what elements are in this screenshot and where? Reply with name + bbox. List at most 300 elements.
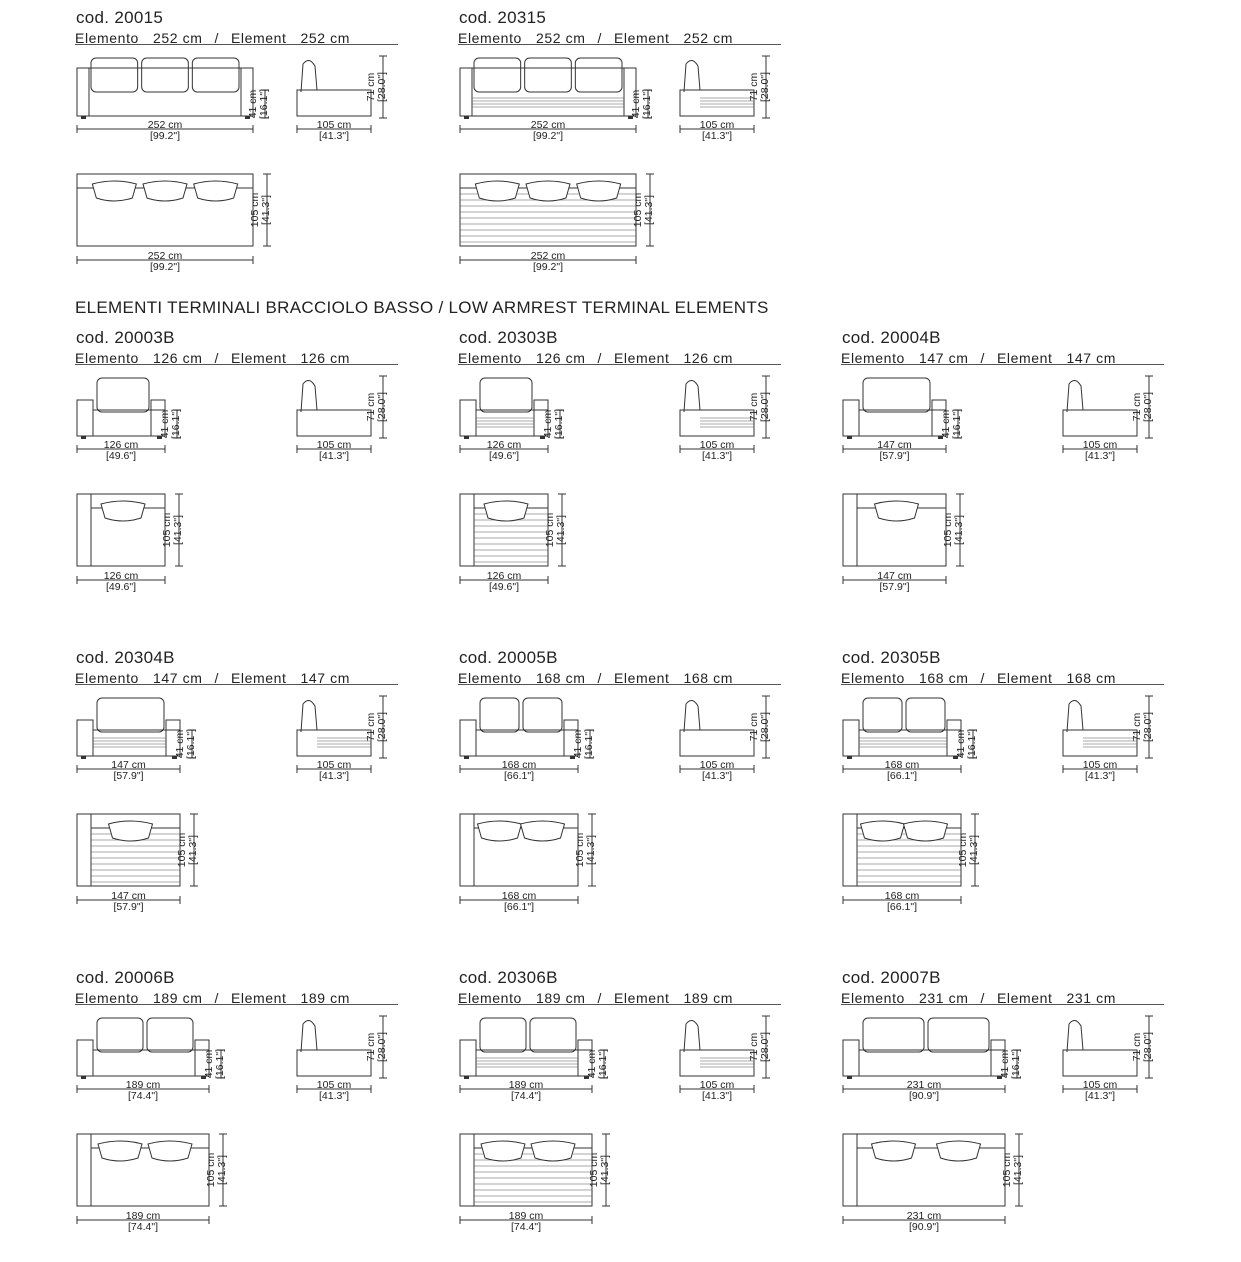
seat-base: [93, 410, 165, 436]
width-in-label: [41.3"]: [319, 1090, 349, 1102]
dim-in-label: [41.3"]: [643, 195, 655, 225]
elemento-label: Elemento: [75, 30, 139, 46]
sep: /: [597, 350, 602, 366]
dim-in-label: [41.3"]: [172, 515, 184, 545]
width-cm-label: 105 cm: [316, 759, 352, 771]
armrest: [460, 1040, 476, 1076]
dim-cm-label: 105 cm: [544, 512, 556, 548]
seat-base: [476, 410, 548, 436]
dim-cm-label: 105 cm: [161, 512, 173, 548]
armrest: [77, 720, 93, 756]
plan-cushion: [531, 1141, 575, 1161]
elemento-label: Elemento: [75, 670, 139, 686]
side-view-seat: [680, 410, 754, 436]
width-in-label: [99.2"]: [533, 261, 563, 273]
element-label: Element: [230, 990, 287, 1006]
side-view-back: [301, 700, 317, 732]
element-size-line: [75, 350, 350, 366]
plan-cushion: [481, 1141, 525, 1161]
elemento-label: Elemento: [841, 990, 905, 1006]
width-cm-label: 168 cm: [501, 890, 537, 902]
width-cm-label: 105 cm: [316, 439, 352, 451]
width-in-label: [99.2"]: [150, 261, 180, 273]
width-in-label: [41.3"]: [319, 770, 349, 782]
plan-view: [77, 174, 272, 273]
width-in-label: [74.4"]: [511, 1221, 541, 1233]
back-cushion: [480, 698, 519, 732]
seat-base: [93, 730, 180, 756]
dim-cm-label: 105 cm: [588, 1152, 600, 1188]
width-cm-label: 231 cm: [906, 1210, 942, 1222]
size-value-en: 189 cm: [300, 990, 351, 1006]
side-panel: [77, 68, 89, 116]
product-code: cod. 20015: [76, 8, 164, 27]
plan-view: [77, 494, 184, 593]
side-view-seat: [680, 1050, 754, 1076]
armrest: [843, 720, 859, 756]
foot: [847, 436, 852, 439]
size-value-en: 126 cm: [683, 350, 734, 366]
back-cushion: [928, 1018, 989, 1052]
width-in-label: [66.1"]: [887, 770, 917, 782]
product-cod20306b: [458, 962, 788, 1262]
element-size-line: [841, 990, 1116, 1006]
width-in-label: [41.3"]: [702, 130, 732, 142]
plan-cushion: [521, 821, 565, 841]
width-cm-label: 105 cm: [699, 439, 735, 451]
width-cm-label: 126 cm: [103, 439, 139, 451]
width-cm-label: 147 cm: [111, 890, 146, 902]
width-cm-label: 231 cm: [906, 1079, 942, 1091]
foot: [464, 756, 469, 759]
dim-cm-label: 71 cm: [1131, 392, 1143, 422]
width-cm-label: 105 cm: [316, 1079, 352, 1091]
seat-base: [859, 730, 961, 756]
side-view-seat: [680, 90, 754, 116]
width-in-label: [41.3"]: [1085, 450, 1115, 462]
dim-cm-label: 71 cm: [748, 1032, 760, 1062]
size-value-it: 168 cm: [535, 670, 586, 686]
elemento-label: Elemento: [458, 30, 522, 46]
width-in-label: [74.4"]: [511, 1090, 541, 1102]
back-cushion: [91, 58, 138, 92]
armrest: [77, 400, 93, 436]
plan-view: [460, 494, 567, 593]
elemento-label: Elemento: [458, 670, 522, 686]
width-cm-label: 189 cm: [125, 1079, 161, 1091]
dim-cm-label: 41 cm: [572, 729, 584, 759]
dim-cm-label: 105 cm: [632, 192, 644, 228]
sep: /: [597, 670, 602, 686]
element-label: Element: [613, 30, 670, 46]
product-cod20003b: [75, 322, 405, 622]
back-cushion: [474, 58, 521, 92]
elemento-label: Elemento: [458, 990, 522, 1006]
size-value-it: 168 cm: [918, 670, 969, 686]
plan-cushion: [98, 1141, 142, 1161]
dim-in-label: [41.3"]: [260, 195, 272, 225]
width-in-label: [49.6"]: [489, 581, 519, 593]
back-cushion: [97, 378, 149, 412]
back-cushion: [142, 58, 189, 92]
dim-cm-label: 71 cm: [1131, 712, 1143, 742]
width-cm-label: 189 cm: [125, 1210, 161, 1222]
seat-base: [476, 1050, 592, 1076]
product-drawing: [75, 690, 435, 940]
elemento-label: Elemento: [75, 990, 139, 1006]
dim-cm-label: 41 cm: [586, 1049, 598, 1079]
foot: [81, 1076, 86, 1079]
product-cod20004b: [841, 322, 1171, 622]
seat-base: [476, 730, 578, 756]
plan-cushion: [904, 821, 948, 841]
width-in-label: [57.9"]: [113, 770, 144, 782]
sep: /: [980, 670, 985, 686]
element-label: Element: [230, 30, 287, 46]
armrest: [460, 400, 476, 436]
dim-cm-label: 41 cm: [999, 1049, 1011, 1079]
size-value-en: 189 cm: [683, 990, 734, 1006]
dim-in-label: [16.1"]: [597, 1049, 609, 1079]
size-value-en: 147 cm: [300, 670, 351, 686]
dim-in-label: [41.3"]: [1012, 1155, 1024, 1185]
width-cm-label: 252 cm: [530, 250, 566, 262]
product-drawing: [458, 1010, 818, 1260]
width-in-label: [66.1"]: [504, 770, 534, 782]
foot: [464, 116, 469, 119]
width-cm-label: 252 cm: [147, 250, 183, 262]
front-view: [460, 376, 771, 462]
width-cm-label: 126 cm: [486, 439, 522, 451]
side-view-back: [684, 380, 700, 412]
plan-view: [460, 174, 655, 273]
plan-cushion: [109, 821, 153, 841]
front-view: [843, 696, 1154, 782]
width-in-label: [41.3"]: [702, 1090, 732, 1102]
plan-view: [77, 1134, 228, 1233]
dim-in-label: [16.1"]: [951, 409, 963, 439]
size-value-it: 147 cm: [152, 670, 203, 686]
width-cm-label: 147 cm: [111, 759, 146, 771]
plan-cushion: [861, 821, 905, 841]
dim-cm-label: 71 cm: [365, 392, 377, 422]
side-view-seat: [297, 410, 371, 436]
width-cm-label: 168 cm: [501, 759, 537, 771]
width-in-label: [57.9"]: [879, 450, 910, 462]
product-code: cod. 20306B: [459, 968, 558, 987]
front-view: [77, 56, 388, 142]
side-view-back: [301, 1020, 317, 1052]
back-cushion: [906, 698, 945, 732]
side-view-back: [301, 60, 317, 92]
back-cushion: [192, 58, 239, 92]
width-in-label: [41.3"]: [319, 450, 349, 462]
dim-in-label: [41.3"]: [599, 1155, 611, 1185]
dim-cm-label: 41 cm: [203, 1049, 215, 1079]
product-code: cod. 20303B: [459, 328, 558, 347]
dim-in-label: [28.0"]: [1142, 392, 1154, 422]
element-size-line: [458, 670, 733, 686]
sep: /: [597, 990, 602, 1006]
dim-in-label: [16.1"]: [553, 409, 565, 439]
size-value-it: 189 cm: [535, 990, 586, 1006]
dim-cm-label: 105 cm: [942, 512, 954, 548]
front-view: [843, 376, 1154, 462]
element-label: Element: [613, 350, 670, 366]
width-cm-label: 168 cm: [884, 890, 920, 902]
element-size-line: [841, 670, 1116, 686]
dim-in-label: [16.1"]: [1010, 1049, 1022, 1079]
side-view-back: [684, 60, 700, 92]
front-view: [77, 696, 388, 782]
front-view: [77, 376, 388, 462]
width-in-label: [49.6"]: [106, 450, 136, 462]
side-view-back: [1067, 700, 1083, 732]
product-code: cod. 20006B: [76, 968, 175, 987]
size-value-en: 168 cm: [1066, 670, 1117, 686]
foot: [81, 116, 86, 119]
product-cod20006b: [75, 962, 405, 1262]
dim-cm-label: 41 cm: [955, 729, 967, 759]
dim-in-label: [16.1"]: [258, 89, 270, 119]
product-drawing: [841, 1010, 1201, 1260]
product-cod20315: [458, 2, 788, 302]
dim-cm-label: 105 cm: [205, 1152, 217, 1188]
width-in-label: [74.4"]: [128, 1221, 158, 1233]
front-view: [460, 696, 771, 782]
width-in-label: [41.3"]: [1085, 1090, 1115, 1102]
element-size-line: [458, 350, 733, 366]
back-cushion: [97, 1018, 143, 1052]
foot: [847, 1076, 852, 1079]
sep: /: [214, 670, 219, 686]
width-cm-label: 105 cm: [316, 119, 352, 131]
dim-cm-label: 41 cm: [542, 409, 554, 439]
width-in-label: [57.9"]: [879, 581, 910, 593]
dim-in-label: [28.0"]: [376, 392, 388, 422]
size-value-it: 252 cm: [152, 30, 203, 46]
width-in-label: [41.3"]: [702, 450, 732, 462]
product-cod20305b: [841, 642, 1171, 942]
back-cushion: [863, 378, 930, 412]
back-cushion: [863, 1018, 924, 1052]
back-cushion: [863, 698, 902, 732]
width-cm-label: 126 cm: [486, 570, 522, 582]
size-value-en: 126 cm: [300, 350, 351, 366]
product-drawing: [75, 370, 435, 620]
front-view: [77, 1016, 388, 1102]
width-cm-label: 105 cm: [1082, 759, 1118, 771]
plan-cushion: [577, 181, 621, 201]
product-drawing: [75, 50, 435, 300]
element-size-line: [841, 350, 1116, 366]
width-in-label: [57.9"]: [113, 901, 144, 913]
element-label: Element: [996, 350, 1053, 366]
width-in-label: [41.3"]: [319, 130, 349, 142]
sep: /: [214, 990, 219, 1006]
width-cm-label: 168 cm: [884, 759, 920, 771]
width-in-label: [99.2"]: [150, 130, 180, 142]
dim-cm-label: 105 cm: [957, 832, 969, 868]
dim-cm-label: 41 cm: [940, 409, 952, 439]
dim-in-label: [41.3"]: [187, 835, 199, 865]
width-in-label: [41.3"]: [1085, 770, 1115, 782]
section-title: ELEMENTI TERMINALI BRACCIOLO BASSO / LOW ARMREST TERMINAL ELEMENTS: [75, 298, 769, 317]
side-view-back: [1067, 380, 1083, 412]
back-cushion: [480, 378, 532, 412]
product-cod20303b: [458, 322, 788, 622]
elemento-label: Elemento: [458, 350, 522, 366]
plan-cushion: [148, 1141, 192, 1161]
plan-cushion: [475, 181, 519, 201]
product-code: cod. 20005B: [459, 648, 558, 667]
dim-in-label: [28.0"]: [759, 392, 771, 422]
plan-cushion: [101, 501, 145, 521]
dim-in-label: [28.0"]: [1142, 1032, 1154, 1062]
width-in-label: [66.1"]: [504, 901, 534, 913]
element-label: Element: [996, 990, 1053, 1006]
plan-cushion: [526, 181, 570, 201]
side-view-seat: [297, 730, 371, 756]
product-cod20304b: [75, 642, 405, 942]
side-view-back: [301, 380, 317, 412]
dim-in-label: [41.3"]: [216, 1155, 228, 1185]
dim-cm-label: 41 cm: [247, 89, 259, 119]
front-view: [460, 56, 771, 142]
width-in-label: [49.6"]: [106, 581, 136, 593]
size-value-en: 252 cm: [683, 30, 734, 46]
width-in-label: [90.9"]: [909, 1221, 939, 1233]
foot: [847, 756, 852, 759]
dim-in-label: [16.1"]: [214, 1049, 226, 1079]
dim-in-label: [16.1"]: [966, 729, 978, 759]
sep: /: [214, 350, 219, 366]
back-cushion: [480, 1018, 526, 1052]
dim-in-label: [28.0"]: [759, 1032, 771, 1062]
element-label: Element: [996, 670, 1053, 686]
sep: /: [597, 30, 602, 46]
product-drawing: [458, 50, 818, 300]
foot: [81, 436, 86, 439]
size-value-it: 231 cm: [918, 990, 969, 1006]
side-view-seat: [1063, 410, 1137, 436]
back-cushion: [523, 698, 562, 732]
dim-in-label: [16.1"]: [185, 729, 197, 759]
width-in-label: [49.6"]: [489, 450, 519, 462]
side-view-seat: [680, 730, 754, 756]
element-label: Element: [230, 670, 287, 686]
plan-view: [843, 814, 980, 913]
width-cm-label: 189 cm: [508, 1210, 544, 1222]
plan-view: [460, 814, 597, 913]
dim-cm-label: 71 cm: [748, 712, 760, 742]
plan-cushion: [478, 821, 522, 841]
size-value-it: 126 cm: [535, 350, 586, 366]
dim-in-label: [28.0"]: [376, 72, 388, 102]
product-drawing: [841, 370, 1201, 620]
width-cm-label: 189 cm: [508, 1079, 544, 1091]
size-value-it: 126 cm: [152, 350, 203, 366]
dim-cm-label: 105 cm: [574, 832, 586, 868]
front-view: [460, 1016, 771, 1102]
dim-cm-label: 71 cm: [1131, 1032, 1143, 1062]
armrest: [460, 720, 476, 756]
product-drawing: [458, 690, 818, 940]
width-in-label: [90.9"]: [909, 1090, 939, 1102]
side-view-back: [684, 700, 700, 732]
dim-in-label: [41.3"]: [953, 515, 965, 545]
sep: /: [214, 30, 219, 46]
plan-cushion: [143, 181, 187, 201]
element-size-line: [458, 990, 733, 1006]
dim-in-label: [16.1"]: [583, 729, 595, 759]
dim-cm-label: 41 cm: [174, 729, 186, 759]
dim-cm-label: 71 cm: [365, 1032, 377, 1062]
element-label: Element: [230, 350, 287, 366]
seat-base: [859, 410, 946, 436]
dim-in-label: [28.0"]: [759, 712, 771, 742]
plan-cushion: [875, 501, 919, 521]
width-in-label: [99.2"]: [533, 130, 563, 142]
product-code: cod. 20304B: [76, 648, 175, 667]
back-cushion: [147, 1018, 193, 1052]
side-view-seat: [297, 90, 371, 116]
side-view-back: [1067, 1020, 1083, 1052]
size-value-en: 168 cm: [683, 670, 734, 686]
side-view-back: [684, 1020, 700, 1052]
size-value-en: 231 cm: [1066, 990, 1117, 1006]
dim-in-label: [28.0"]: [376, 1032, 388, 1062]
back-cushion: [575, 58, 622, 92]
foot: [464, 1076, 469, 1079]
plan-view: [843, 494, 965, 593]
plan-cushion: [92, 181, 136, 201]
size-value-en: 147 cm: [1066, 350, 1117, 366]
product-cod20005b: [458, 642, 788, 942]
width-cm-label: 252 cm: [530, 119, 566, 131]
size-value-en: 252 cm: [300, 30, 351, 46]
width-cm-label: 105 cm: [1082, 1079, 1118, 1091]
back-cushion: [97, 698, 164, 732]
sep: /: [980, 990, 985, 1006]
width-cm-label: 126 cm: [103, 570, 139, 582]
product-drawing: [75, 1010, 435, 1260]
elemento-label: Elemento: [841, 350, 905, 366]
dim-cm-label: 41 cm: [630, 89, 642, 119]
back-cushion: [530, 1018, 576, 1052]
product-code: cod. 20315: [459, 8, 547, 27]
dim-cm-label: 71 cm: [748, 392, 760, 422]
back-cushion: [525, 58, 572, 92]
dim-in-label: [41.3"]: [968, 835, 980, 865]
dim-in-label: [28.0"]: [376, 712, 388, 742]
dim-in-label: [28.0"]: [1142, 712, 1154, 742]
dim-cm-label: 41 cm: [159, 409, 171, 439]
width-cm-label: 147 cm: [877, 570, 912, 582]
width-cm-label: 105 cm: [1082, 439, 1118, 451]
element-size-line: [458, 30, 733, 46]
product-code: cod. 20305B: [842, 648, 941, 667]
side-view-seat: [297, 1050, 371, 1076]
elemento-label: Elemento: [841, 670, 905, 686]
side-view-seat: [1063, 1050, 1137, 1076]
product-drawing: [841, 690, 1201, 940]
width-cm-label: 105 cm: [699, 119, 735, 131]
plan-view: [460, 1134, 611, 1233]
dim-in-label: [16.1"]: [170, 409, 182, 439]
plan-cushion: [937, 1141, 981, 1161]
dim-in-label: [41.3"]: [585, 835, 597, 865]
